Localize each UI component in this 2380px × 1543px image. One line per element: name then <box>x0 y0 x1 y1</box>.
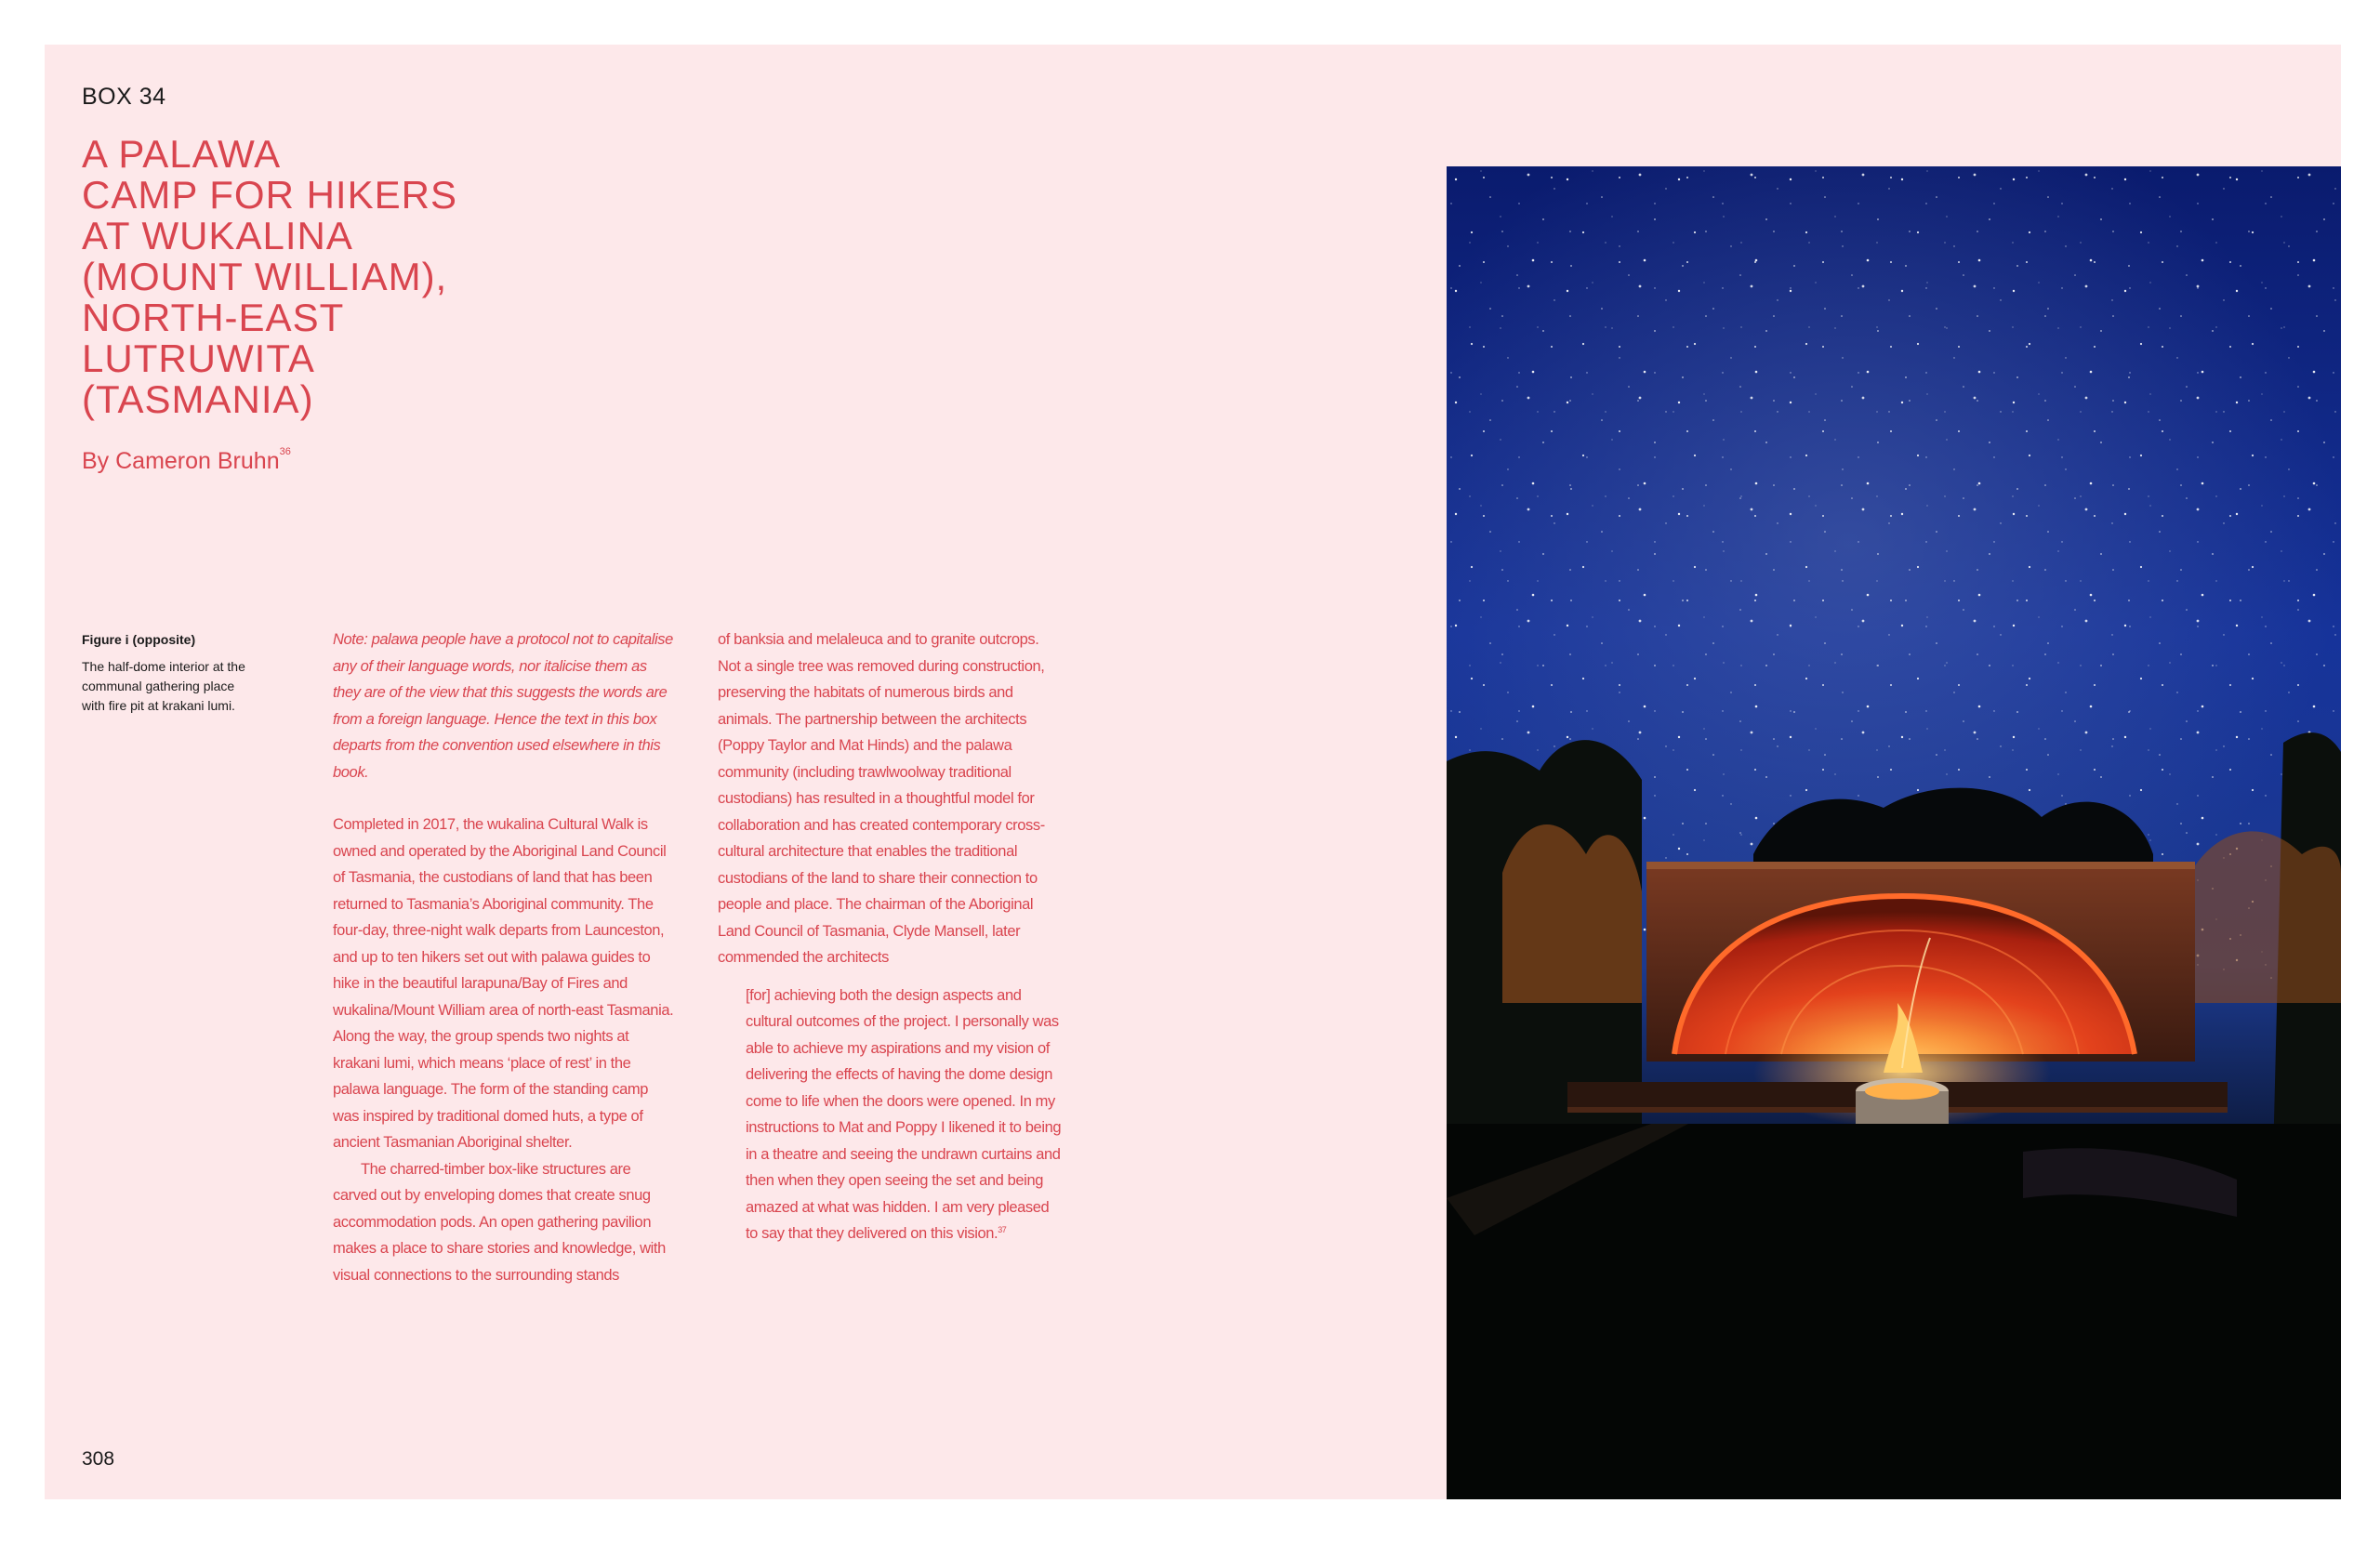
page-number: 308 <box>82 1448 115 1470</box>
block-quote-text: [for] achieving both the design aspects and cultural outcomes of the project. I personally was able to achieve my aspirations and my vision of delivering the effects of having the dome design come to life when the doors were opened. In my instructions to Mat and Poppy I likened it to being in a theatre and seeing the undrawn curtains and then when they open seeing the set and being amazed at what was hidden. I am very pleased to say that they delivered on this vision. <box>746 986 1062 1242</box>
body-paragraph-continued: of banksia and melaleuca and to granite outcrops. Not a single tree was removed during construction, preserving the habitats of numerous birds and animals. The partnership between the architects (Poppy Taylor and Mat Hinds) and the palawa community (including trawlwoolway traditional custodians) has resulted in a thoughtful model for collaboration and has created contemporary cross-cultural architecture that enables the traditional custodians of the land to share their connection to people and place. The chairman of the Aboriginal Land Council of Tasmania, Clyde Mansell, later commended the architects <box>718 631 1045 966</box>
body-paragraph: The charred-timber box-like structures are carved out by enveloping domes that create snug accommodation pods. An open gathering pavilion makes a place to share stories and knowledge, with visual connections to the surrounding stands <box>333 1160 666 1284</box>
block-quote <box>746 983 1062 1247</box>
title-line: A PALAWA <box>82 132 282 176</box>
figure-caption-title: Figure i (opposite) <box>82 632 196 647</box>
footnote-ref: 37 <box>998 1225 1007 1234</box>
author-byline <box>82 448 291 475</box>
author-name: By Cameron Bruhn <box>82 448 280 474</box>
article-title <box>82 134 565 420</box>
title-line: CAMP FOR HIKERS <box>82 173 457 217</box>
figure-caption <box>82 630 258 716</box>
box-label: BOX 34 <box>82 84 166 110</box>
title-line: AT WUKALINA <box>82 214 353 257</box>
title-line: NORTH-EAST <box>82 296 345 339</box>
night-dome-photo <box>1447 166 2341 1499</box>
body-column-2 <box>718 626 1062 1247</box>
body-column-1 <box>333 626 677 1288</box>
title-line: (MOUNT WILLIAM), <box>82 255 448 298</box>
title-line: (TASMANIA) <box>82 377 314 421</box>
figure-caption-text: The half-dome interior at the communal gathering place with fire pit at krakani lumi. <box>82 659 245 713</box>
protocol-note: Note: palawa people have a protocol not to capitalise any of their language words, nor italicise them as they are of the view that this suggests the words are from a foreign language. Hence the text in this box departs from the convention used elsewhere in this book. <box>333 631 673 781</box>
page-spread <box>45 45 2341 1499</box>
footnote-ref: 36 <box>279 446 291 457</box>
body-paragraph: Completed in 2017, the wukalina Cultural Walk is owned and operated by the Aboriginal Land Council of Tasmania, the custodians of land that has been returned to Tasmania’s Aboriginal community. The four-day, three-night walk departs from Launceston, and up to ten hikers set out with palawa guides to hike in the beautiful larapuna/Bay of Fires and wukalina/Mount William area of north-east Tasmania. Along the way, the group spends two nights at krakani lumi, which means ‘place of rest’ in the palawa language. The form of the standing camp was inspired by traditional domed huts, a type of ancient Tasmanian Aboriginal shelter. <box>333 816 674 1151</box>
title-line: LUTRUWITA <box>82 336 315 380</box>
